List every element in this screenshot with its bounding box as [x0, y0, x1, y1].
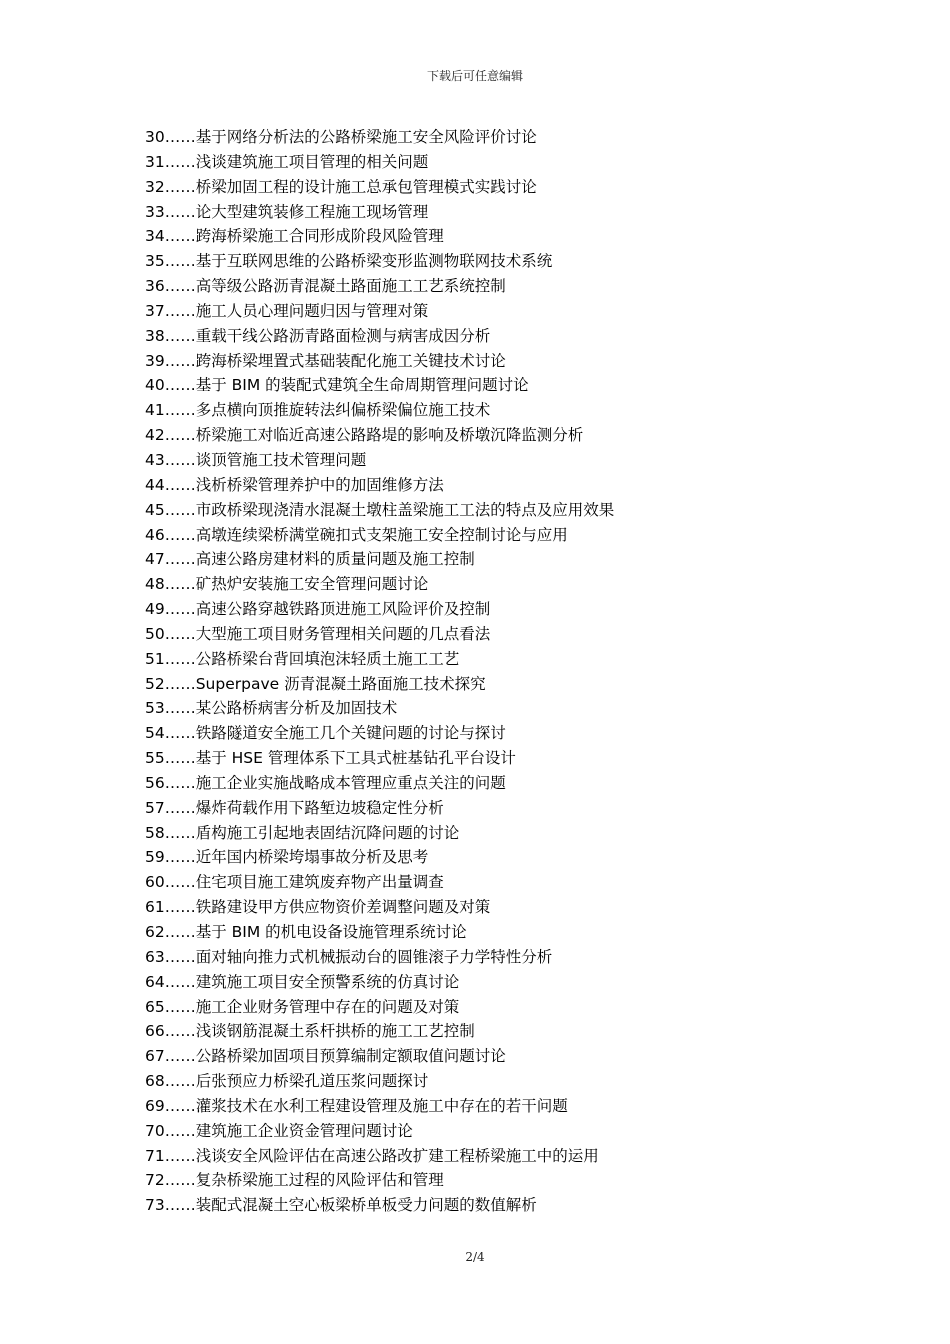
list-item: 56……施工企业实施战略成本管理应重点关注的问题 [145, 773, 506, 792]
list-item: 68……后张预应力桥梁孔道压浆问题探讨 [145, 1072, 429, 1091]
list-item: 71……浅谈安全风险评估在高速公路改扩建工程桥梁施工中的运用 [145, 1146, 599, 1165]
list-item: 49……高速公路穿越铁路顶进施工风险评价及控制 [145, 600, 491, 619]
list-item: 62……基于 BIM 的机电设备设施管理系统讨论 [145, 923, 467, 941]
list-item: 42……桥梁施工对临近高速公路路堤的影响及桥墩沉降监测分析 [145, 426, 584, 445]
list-item: 44……浅析桥梁管理养护中的加固维修方法 [145, 475, 444, 494]
list-item: 32……桥梁加固工程的设计施工总承包管理模式实践讨论 [145, 177, 537, 196]
list-item: 55……基于 HSE 管理体系下工具式桩基钻孔平台设计 [145, 749, 516, 768]
topic-list [145, 125, 865, 1218]
list-item: 36……高等级公路沥青混凝土路面施工工艺系统控制 [145, 277, 506, 296]
list-item: 47……高速公路房建材料的质量问题及施工控制 [145, 550, 475, 569]
list-item: 54……铁路隧道安全施工几个关键问题的讨论与探讨 [145, 724, 506, 743]
list-item: 69……灌浆技术在水利工程建设管理及施工中存在的若干问题 [145, 1096, 568, 1115]
list-item: 46……高墩连续梁桥满堂碗扣式支架施工安全控制讨论与应用 [145, 525, 568, 544]
list-item: 58……盾构施工引起地表固结沉降问题的讨论 [145, 823, 460, 842]
list-item: 66……浅谈钢筋混凝土系杆拱桥的施工工艺控制 [145, 1022, 475, 1041]
list-item: 41……多点横向顶推旋转法纠偏桥梁偏位施工技术 [145, 401, 491, 420]
list-item: 65……施工企业财务管理中存在的问题及对策 [145, 997, 460, 1016]
list-item: 73……装配式混凝土空心板梁桥单板受力问题的数值解析 [145, 1196, 537, 1215]
list-item: 30……基于网络分析法的公路桥梁施工安全风险评价讨论 [145, 128, 537, 146]
list-item: 70……建筑施工企业资金管理问题讨论 [145, 1121, 413, 1140]
list-item: 45……市政桥梁现浇清水混凝土墩柱盖梁施工工法的特点及应用效果 [145, 500, 615, 519]
list-item: 57……爆炸荷载作用下路堑边坡稳定性分析 [145, 798, 444, 817]
list-item: 53……某公路桥病害分析及加固技术 [145, 699, 398, 718]
page-header: 下载后可任意编辑 [426, 69, 523, 83]
list-item: 60……住宅项目施工建筑废弃物产出量调查 [145, 873, 444, 892]
list-item: 37……施工人员心理问题归因与管理对策 [145, 301, 429, 320]
page-number: 2/4 [465, 1250, 485, 1264]
list-item: 51……公路桥梁台背回填泡沫轻质土施工工艺 [145, 649, 460, 668]
list-item: 39……跨海桥梁埋置式基础装配化施工关键技术讨论 [145, 351, 506, 370]
list-item: 63……面对轴向推力式机械振动台的圆锥滚子力学特性分析 [145, 947, 553, 966]
list-item: 34……跨海桥梁施工合同形成阶段风险管理 [145, 227, 444, 246]
list-item: 52……Superpave 沥青混凝土路面施工技术探究 [145, 674, 486, 693]
list-item: 33……论大型建筑装修工程施工现场管理 [145, 202, 429, 221]
list-item: 64……建筑施工项目安全预警系统的仿真讨论 [145, 972, 460, 991]
list-item: 48……矿热炉安装施工安全管理问题讨论 [145, 575, 429, 594]
list-item: 38……重载干线公路沥青路面检测与病害成因分析 [145, 326, 491, 345]
list-item: 50……大型施工项目财务管理相关问题的几点看法 [145, 624, 491, 643]
list-item: 59……近年国内桥梁垮塌事故分析及思考 [145, 848, 429, 867]
list-item: 35……基于互联网思维的公路桥梁变形监测物联网技术系统 [145, 252, 553, 271]
list-item: 40……基于 BIM 的装配式建筑全生命周期管理问题讨论 [145, 376, 529, 395]
list-item: 61……铁路建设甲方供应物资价差调整问题及对策 [145, 898, 491, 917]
list-item: 72……复杂桥梁施工过程的风险评估和管理 [145, 1171, 444, 1190]
list-item: 43……谈顶管施工技术管理问题 [145, 450, 367, 469]
list-item: 67……公路桥梁加固项目预算编制定额取值问题讨论 [145, 1047, 506, 1066]
list-item: 31……浅谈建筑施工项目管理的相关问题 [145, 152, 429, 171]
